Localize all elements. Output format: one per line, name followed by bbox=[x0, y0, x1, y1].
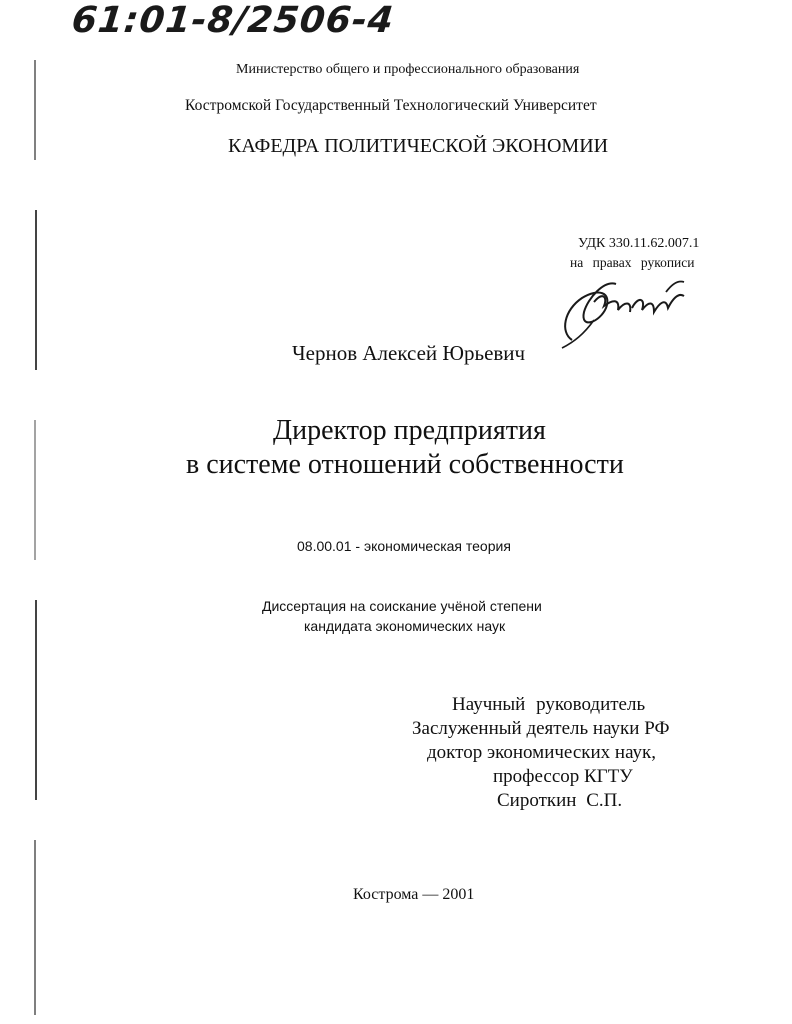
manuscript-rights-note: на правах рукописи bbox=[570, 255, 695, 270]
ministry-name: Министерство общего и профессионального образования bbox=[236, 62, 580, 77]
advisor-honorary-title: Заслуженный деятель науки РФ bbox=[412, 718, 670, 739]
degree-statement-line-2: кандидата экономических наук bbox=[304, 618, 506, 634]
dissertation-title-line-2: в системе отношений собственности bbox=[186, 449, 624, 480]
author-name: Чернов Алексей Юрьевич bbox=[292, 341, 526, 365]
udk-code: УДК 330.11.62.007.1 bbox=[578, 236, 700, 251]
dissertation-title-line-1: Директор предприятия bbox=[273, 415, 546, 446]
department-name: КАФЕДРА ПОЛИТИЧЕСКОЙ ЭКОНОМИИ bbox=[228, 135, 609, 157]
author-signature bbox=[554, 262, 704, 352]
city-and-year: Кострома — 2001 bbox=[353, 886, 475, 903]
scan-edge-artifact bbox=[30, 40, 44, 1020]
advisor-degree: доктор экономических наук, bbox=[427, 742, 657, 763]
advisor-name: Сироткин С.П. bbox=[497, 790, 623, 811]
university-name: Костромской Государственный Технологический Университет bbox=[185, 97, 597, 114]
archive-number-handwritten: 61:01-8/2506-4 bbox=[69, 0, 397, 41]
advisor-position: профессор КГТУ bbox=[493, 766, 633, 787]
degree-statement-line-1: Диссертация на соискание учёной степени bbox=[262, 598, 542, 614]
specialty-code: 08.00.01 - экономическая теория bbox=[297, 538, 511, 554]
advisor-label: Научный руководитель bbox=[452, 694, 646, 715]
